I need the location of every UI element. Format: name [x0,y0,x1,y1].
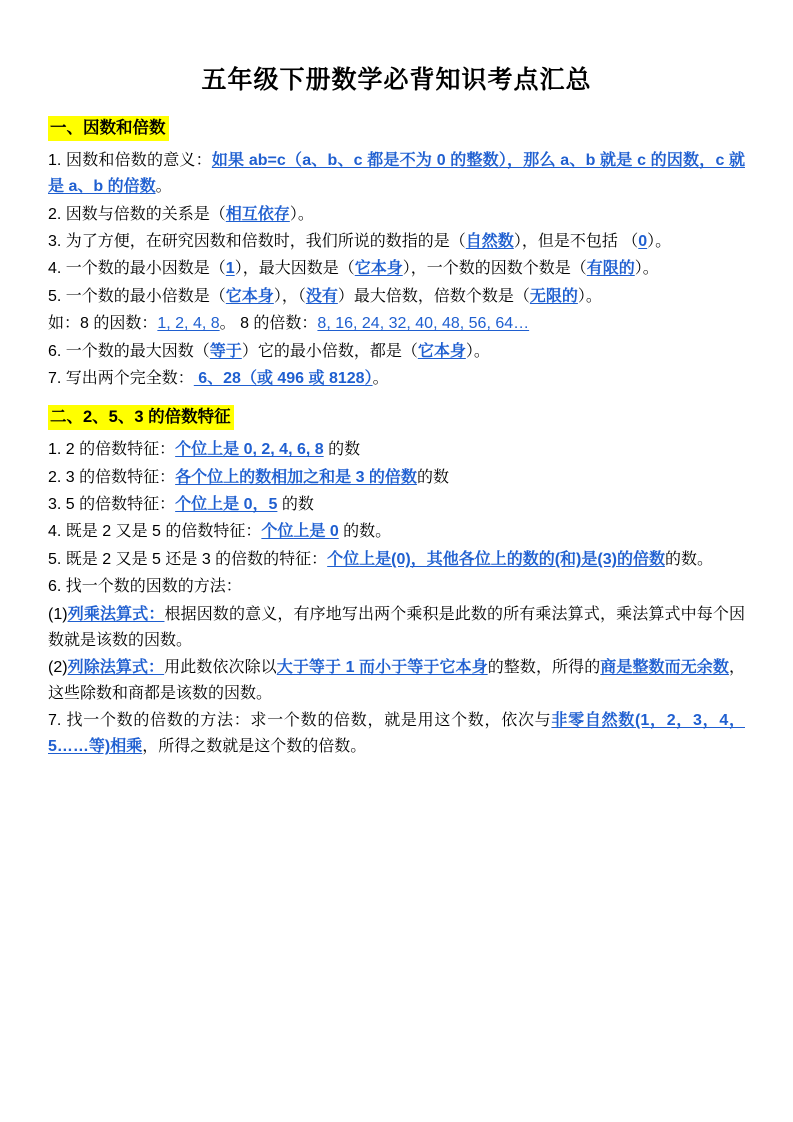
body-text: ）。 [647,232,672,250]
paragraph [48,655,745,707]
paragraph [48,437,745,463]
highlighted-answer-text: 无限的 [529,287,578,305]
body-text: (2) [48,658,68,676]
body-text: 3. 5 的倍数特征： [48,496,176,513]
highlighted-answer-text: 个位上是 0，5 [175,496,278,513]
page-title: 五年级下册数学必背知识考点汇总 [201,66,592,94]
section-body-1 [48,148,745,392]
paragraph [48,574,745,600]
highlighted-answer-text: 个位上是(0)，其他各位上的数的(和)是(3)的倍数 [327,550,665,568]
highlighted-answer-text: 大于等于 1 而小于等于它本身 [276,658,488,676]
body-text: 3. 为了方便，在研究因数和倍数时，我们所说的数指的是（ [48,232,466,250]
paragraph [48,339,745,365]
highlighted-answer-text: 8, 16, 24, 32, 40, 48, 56, 64… [317,315,530,333]
highlighted-answer-text: 等于 [209,342,242,360]
paragraph [48,492,745,518]
highlighted-answer-text: 列除法算式： [67,658,165,676]
body-text: 的数 [416,468,449,486]
body-text: 的整数，所得的 [487,658,601,676]
paragraph [48,229,745,255]
paragraph [48,366,745,392]
highlighted-answer-text: 个位上是 0, 2, 4, 6, 8 [175,441,324,459]
paragraph [48,602,745,654]
body-text: 7. 写出两个完全数： [48,370,194,388]
body-text: 。 [372,370,389,388]
body-text: 6. 找一个数的因数的方法： [48,578,242,596]
body-text: 的数。 [664,550,713,568]
body-text: 5. 一个数的最小倍数是（ [48,287,226,305]
body-text: 1. 2 的倍数特征： [48,441,176,459]
highlighted-answer-text: 没有 [305,287,338,305]
body-text: 2. 因数与倍数的关系是（ [48,205,226,223]
body-text: ）它的最小倍数，都是（ [241,342,418,360]
highlighted-answer-text: 个位上是 0 [261,523,339,541]
highlighted-answer-text: 非零自然数(1，2，3，4，5……等)相乘 [48,712,745,756]
highlighted-answer-text: 各个位上的数相加之和是 3 的倍数 [175,468,417,486]
body-text: 的数 [277,496,314,513]
highlighted-answer-text: 如果 ab=c（a、b、c 都是不为 0 的整数），那么 a、b 就是 c 的因数，c 就是 a、b 的倍数 [48,152,745,196]
paragraph [48,256,745,282]
body-text: ），（ [273,287,306,305]
paragraph [48,465,745,491]
highlighted-answer-text: 相互依存 [225,205,290,223]
body-text: 。 [155,178,172,196]
paragraph [48,519,745,545]
paragraph [48,547,745,573]
body-text: 4. 一个数的最小因数是（ [48,260,226,278]
body-text: (1) [48,605,68,623]
highlighted-answer-text: 它本身 [417,342,466,360]
paragraph [48,708,745,760]
highlighted-answer-text: 商是整数而无余数 [600,658,729,676]
highlighted-answer-text: 1, 2, 4, 8 [157,315,220,333]
body-text: 1. 因数和倍数的意义： [48,152,212,170]
body-text: ）最大倍数，倍数个数是（ [337,287,530,305]
body-text: ，这些除数和商都是该数的因数。 [48,658,745,702]
paragraph [48,311,745,337]
highlighted-answer-text: 6、28（或 496 或 8128） [193,370,373,388]
highlighted-answer-text: 1 [225,260,235,278]
body-text: ）。 [577,287,602,305]
body-text: 2. 3 的倍数特征： [48,468,176,486]
body-text: ），一个数的因数个数是（ [402,260,587,278]
body-text: ）。 [465,342,490,360]
body-text: ），但是不包括 （ [513,232,639,250]
section-heading-2-wrap [48,399,745,434]
body-text: 5. 既是 2 又是 5 还是 3 的倍数的特征： [48,550,328,568]
highlighted-answer-text: 它本身 [225,287,274,305]
body-text: 6. 一个数的最大因数（ [48,342,210,360]
paragraph [48,202,745,228]
highlighted-answer-text: 它本身 [354,260,403,278]
section-heading-2: 二、2、5、3 的倍数特征 [48,405,234,430]
body-text: 的数 [323,441,361,459]
body-text: ），最大因数是（ [234,260,355,278]
section-heading-1: 一、因数和倍数 [48,116,169,141]
paragraph [48,148,745,200]
highlighted-answer-text: 列乘法算式： [67,605,165,623]
body-text: 。 8 的倍数： [219,315,318,333]
body-text: 用此数依次除以 [164,658,277,676]
body-text: ）。 [634,260,659,278]
section-heading-1-wrap [48,110,745,145]
section-body-2 [48,437,745,760]
highlighted-answer-text: 有限的 [586,260,635,278]
body-text: ）。 [289,205,314,223]
body-text: ，所得之数就是这个数的倍数。 [142,738,367,756]
paragraph [48,284,745,310]
highlighted-answer-text: 自然数 [465,232,514,250]
body-text: 如：8 的因数： [48,315,158,333]
body-text: 的数。 [338,523,392,541]
body-text: 7. 找一个数的倍数的方法：求一个数的倍数，就是用这个数，依次与 [48,712,552,730]
body-text: 4. 既是 2 又是 5 的倍数特征： [48,523,262,541]
highlighted-answer-text: 0 [638,232,648,250]
body-text: 根据因数的意义，有序地写出两个乘积是此数的所有乘法算式，乘法算式中每个因数就是该数的因数。 [48,605,745,649]
